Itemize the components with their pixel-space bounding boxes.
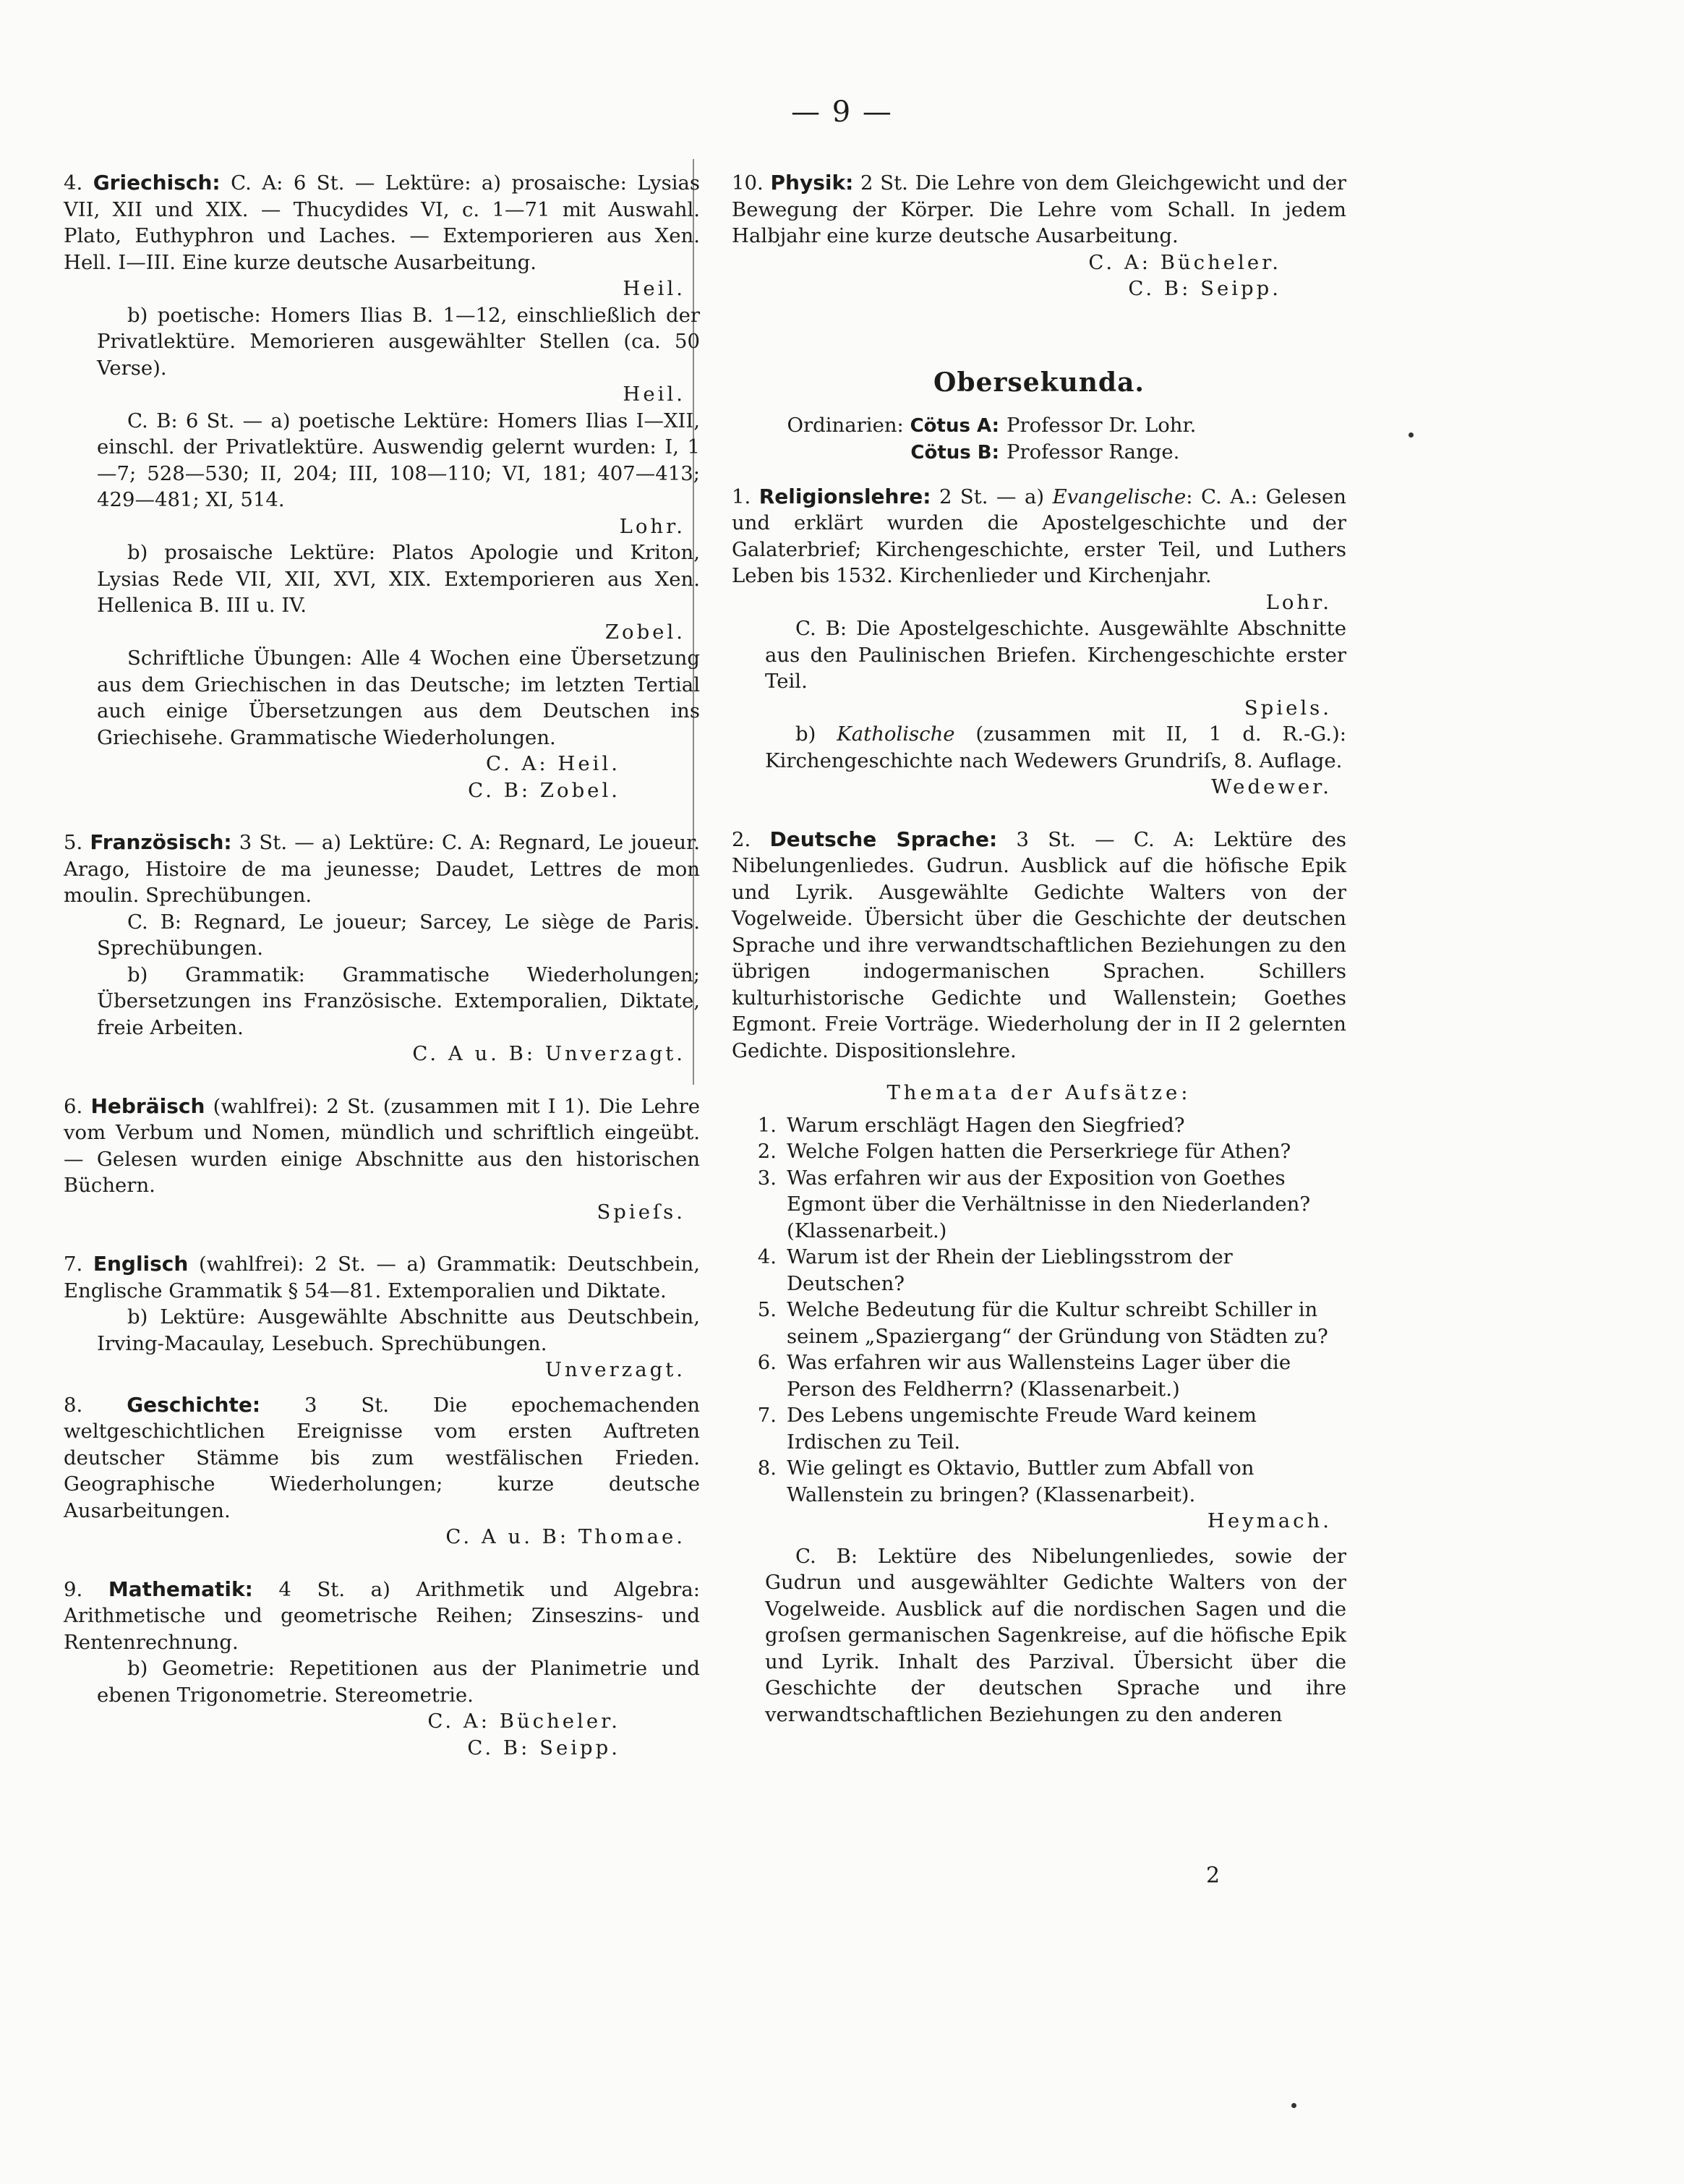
left-column <box>64 170 700 1761</box>
section-text: (wahlfrei): 2 St. — a) Grammatik: Deutschbein, Englische Grammatik § 54—81. Extemporalien und Diktate. <box>64 1253 701 1302</box>
section-heading: Religionslehre: <box>758 484 931 508</box>
speck-mark <box>1291 2103 1296 2108</box>
section-franzoesisch <box>64 829 700 1067</box>
griechisch-paragraph-5: Schriftliche Übungen: Alle 4 Wochen eine Übersetzung aus dem Griechischen in das Deutsche; im letzten Tertial auch einige Übersetzungen aus dem Deutschen ins Griechisehe. Grammatische Wiederholungen. <box>97 647 700 749</box>
section-text: 2 St. Die Lehre von dem Gleichgewicht und der Bewegung der Körper. Die Lehre vom Schall. In jedem Halbjahr eine kurze deutsche Ausarbeitung. <box>732 171 1346 247</box>
franzoesisch-paragraph-3: b) Grammatik: Grammatische Wiederholungen; Übersetzungen ins Französische. Extemporalien, Diktate, freie Arbeiten. <box>97 963 700 1039</box>
section-number: 6. <box>64 1094 83 1118</box>
section-hebraeisch <box>64 1093 700 1226</box>
list-item: 4. Warum ist der Rhein der Lieblingsstrom der Deutschen? <box>757 1245 1233 1295</box>
griechisch-paragraph-4: b) prosaische Lektüre: Platos Apologie und Kriton, Lysias Rede VII, XII, XVI, XIX. Extemporieren aus Xen. Hellenica B. III u. IV. <box>97 541 700 617</box>
section-englisch <box>64 1251 700 1383</box>
list-item: 1. Warum erschlägt Hagen den Siegfried? <box>757 1113 1185 1137</box>
coetus-b-label: Cötus B: <box>910 442 999 464</box>
section-heading: Hebräisch <box>90 1093 205 1118</box>
teacher-signature: Heil. <box>623 277 685 300</box>
teacher-signature: Zobel. <box>604 620 685 644</box>
list-item: 5. Welche Bedeutung für die Kultur schreibt Schiller in seinem „Spaziergang“ der Gründung von Städten zu? <box>757 1298 1328 1348</box>
list-item: 2. Welche Folgen hatten die Perserkriege für Athen? <box>757 1140 1291 1163</box>
section-griechisch <box>64 170 700 803</box>
list-item: 7. Des Lebens ungemischte Freude Ward keinem Irdischen zu Teil. <box>757 1404 1257 1454</box>
griechisch-paragraph-3: C. B: 6 St. — a) poetische Lektüre: Homers Ilias I—XII, einschl. der Privatlektüre. Auswendig gelernt wurden: I, 1—7; 528—530; II, 204; III, 108—110; VI, 181; 407—413; 429—481; XI, 514. <box>97 409 700 511</box>
coetus-a-label: Cötus A: <box>910 414 999 437</box>
right-column <box>732 170 1346 1728</box>
coetus-a-teacher: Professor Dr. Lohr. <box>1006 413 1197 437</box>
englisch-paragraph-2: b) Lektüre: Ausgewählte Abschnitte aus Deutschbein, Irving-Macaulay, Lesebuch. Sprechübungen. <box>97 1305 700 1355</box>
italic-term: Evangelische <box>1052 485 1187 508</box>
ordinarien-label: Ordinarien: <box>787 413 904 437</box>
list-item: 8. Wie gelingt es Oktavio, Buttler zum Abfall von Wallenstein zu bringen? (Klassenarbeit). <box>757 1456 1255 1506</box>
section-heading: Englisch <box>93 1252 189 1276</box>
section-heading: Deutsche Sprache: <box>769 827 998 851</box>
religionslehre-paragraph-1: 1. Religionslehre: 2 St. — a) Evangelische: C. A.: Gelesen und erklärt wurden die Apostelgeschichte und der Galaterbrief; Kirchengeschichte, erster Teil, und Luthers Leben bis 1532. Kirchenlieder und Kirchenjahr. <box>732 484 1346 587</box>
teacher-signature: C. B: Seipp. <box>1128 277 1281 300</box>
geschichte-paragraph-1 <box>64 1392 700 1524</box>
section-heading: Geschichte: <box>127 1392 261 1417</box>
list-item: 6. Was erfahren wir aus Wallensteins Lager über die Person des Feldherrn? (Klassenarbeit.) <box>757 1351 1291 1401</box>
section-text: 3 St. — C. A: Lektüre des Nibelungenliedes. Gudrun. Ausblick auf die höfische Epik und Lyrik. Ausgewählte Gedichte Walters von der Vogelweide. Übersicht über die Geschichte der deutschen Sprache und ihre verwandtschaftlichen Beziehungen zu den übrigen indogermanischen Sprachen. Schillers kulturhistorische Gedichte und Wallenstein; Goethes Egmont. Freie Vorträge. Wiederholung der in II 2 gelernten Gedichte. Dispositionslehre. <box>732 827 1347 1062</box>
religionslehre-paragraph-3: b) Katholische (zusammen mit II, 1 d. R.-G.): Kirchengeschichte nach Wedewers Grundriſs, 8. Auflage. <box>765 722 1346 772</box>
topics-title: Themata der Aufsätze: <box>886 1081 1192 1104</box>
section-text: 3 St. Die epochemachenden weltgeschichtlichen Ereignisse vom ersten Auftreten deutscher Stämme bis zum westfälischen Frieden. Geographische Wiederholungen; kurze deutsche Ausarbeitungen. <box>64 1393 701 1522</box>
section-number: 1. <box>732 485 751 508</box>
teacher-signature: Heymach. <box>1207 1509 1332 1532</box>
teacher-signature: C. B: Seipp. <box>467 1736 620 1759</box>
section-religionslehre <box>732 484 1346 801</box>
teacher-signature: Lohr. <box>1265 590 1332 614</box>
teacher-signature: C. B: Zobel. <box>468 778 620 802</box>
section-text: 3 St. — a) Lektüre: C. A: Regnard, Le joueur. Arago, Histoire de ma jeunesse; Daudet, Lettres de mon moulin. Sprechübungen. <box>64 831 700 907</box>
section-number: 5. <box>64 831 83 854</box>
griechisch-paragraph-2: b) poetische: Homers Ilias B. 1—12, einschließlich der Privatlektüre. Memorieren ausgewählter Stellen (ca. 50 Verse). <box>97 303 700 380</box>
speck-mark <box>1409 432 1414 438</box>
italic-term: Katholische <box>837 722 955 746</box>
teacher-signature: Unverzagt. <box>544 1358 685 1381</box>
physik-paragraph-1 <box>732 170 1346 249</box>
teacher-signature: Lohr. <box>619 514 685 538</box>
griechisch-paragraph-1 <box>64 170 700 276</box>
topics-list <box>732 1112 1346 1509</box>
teacher-signature: C. A u. B: Thomae. <box>445 1525 685 1548</box>
teacher-signature: Wedewer. <box>1211 775 1332 798</box>
signature-mark: 2 <box>1206 1863 1221 1888</box>
section-number: 2. <box>732 827 751 851</box>
franzoesisch-paragraph-1 <box>64 829 700 909</box>
section-mathematik <box>64 1577 700 1762</box>
list-item: 3. Was erfahren wir aus der Exposition von Goethes Egmont über die Verhältnisse in den Niederlanden? (Klassenarbeit.) <box>757 1166 1311 1242</box>
section-text: C. A: 6 St. — Lektüre: a) prosaische: Lysias VII, XII und XIX. — Thucydides VI, c. 1—71 mit Auswahl. Plato, Euthyphron und Laches. — Extemporieren aus Xen. Hell. I—III. Eine kurze deutsche Ausarbeitung. <box>64 171 700 274</box>
section-number: 8. <box>64 1393 83 1417</box>
teacher-signature: Heil. <box>623 383 685 406</box>
hebraeisch-paragraph-1 <box>64 1093 700 1199</box>
ordinarien <box>732 412 1346 466</box>
section-physik <box>732 170 1346 302</box>
section-number: 4. <box>64 171 83 195</box>
section-geschichte <box>64 1392 700 1550</box>
teacher-signature: C. A: Bücheler. <box>427 1710 620 1733</box>
teacher-signature: C. A: Bücheler. <box>1088 250 1281 274</box>
section-number: 7. <box>64 1253 83 1276</box>
page-number: — 9 — <box>791 95 893 129</box>
section-heading: Physik: <box>770 171 854 195</box>
teacher-signature: C. A u. B: Unverzagt. <box>412 1042 685 1065</box>
section-text: (wahlfrei): 2 St. (zusammen mit I 1). Die Lehre vom Verbum und Nomen, mündlich und schriftlich eingeübt. — Gelesen wurden einige Abschnitte aus den historischen Büchern. <box>64 1094 700 1197</box>
section-number: 9. <box>64 1577 83 1601</box>
section-text: 4 St. a) Arithmetik und Algebra: Arithmetische und geometrische Reihen; Zinseszins- und Rentenrechnung. <box>64 1577 700 1654</box>
mathematik-paragraph-2: b) Geometrie: Repetitionen aus der Planimetrie und ebenen Trigonometrie. Stereometrie. <box>97 1657 700 1707</box>
section-heading: Französisch: <box>90 830 232 854</box>
class-title: Obersekunda. <box>933 367 1145 398</box>
section-heading: Griechisch: <box>93 171 221 195</box>
section-number: 10. <box>732 171 764 195</box>
franzoesisch-paragraph-2: C. B: Regnard, Le joueur; Sarcey, Le siège de Paris. Sprechübungen. <box>97 910 700 960</box>
deutsch-paragraph-2: C. B: Lektüre des Nibelungenliedes, sowie der Gudrun und ausgewählter Gedichte Walters von der Vogelweide. Ausblick auf die nordischen Sagen und die groſsen germanischen Sagenkreise, auf die höfische Epik und Lyrik. Inhalt des Parzival. Übersicht über die Geschichte der deutschen Sprache und ihre verwandtschaftlichen Beziehungen zu den anderen <box>765 1544 1346 1726</box>
teacher-signature: Spiels. <box>1244 696 1332 720</box>
coetus-b-teacher: Professor Range. <box>1006 440 1180 464</box>
englisch-paragraph-1 <box>64 1251 700 1304</box>
mathematik-paragraph-1 <box>64 1577 700 1656</box>
section-heading: Mathematik: <box>108 1577 253 1601</box>
deutsch-paragraph-1 <box>732 827 1346 1065</box>
teacher-signature: Spieſs. <box>597 1200 685 1224</box>
section-deutsche-sprache <box>732 827 1346 1728</box>
teacher-signature: C. A: Heil. <box>486 752 620 775</box>
religionslehre-paragraph-2: C. B: Die Apostelgeschichte. Ausgewählte Abschnitte aus den Paulinischen Briefen. Kirchengeschichte erster Teil. <box>765 617 1346 693</box>
